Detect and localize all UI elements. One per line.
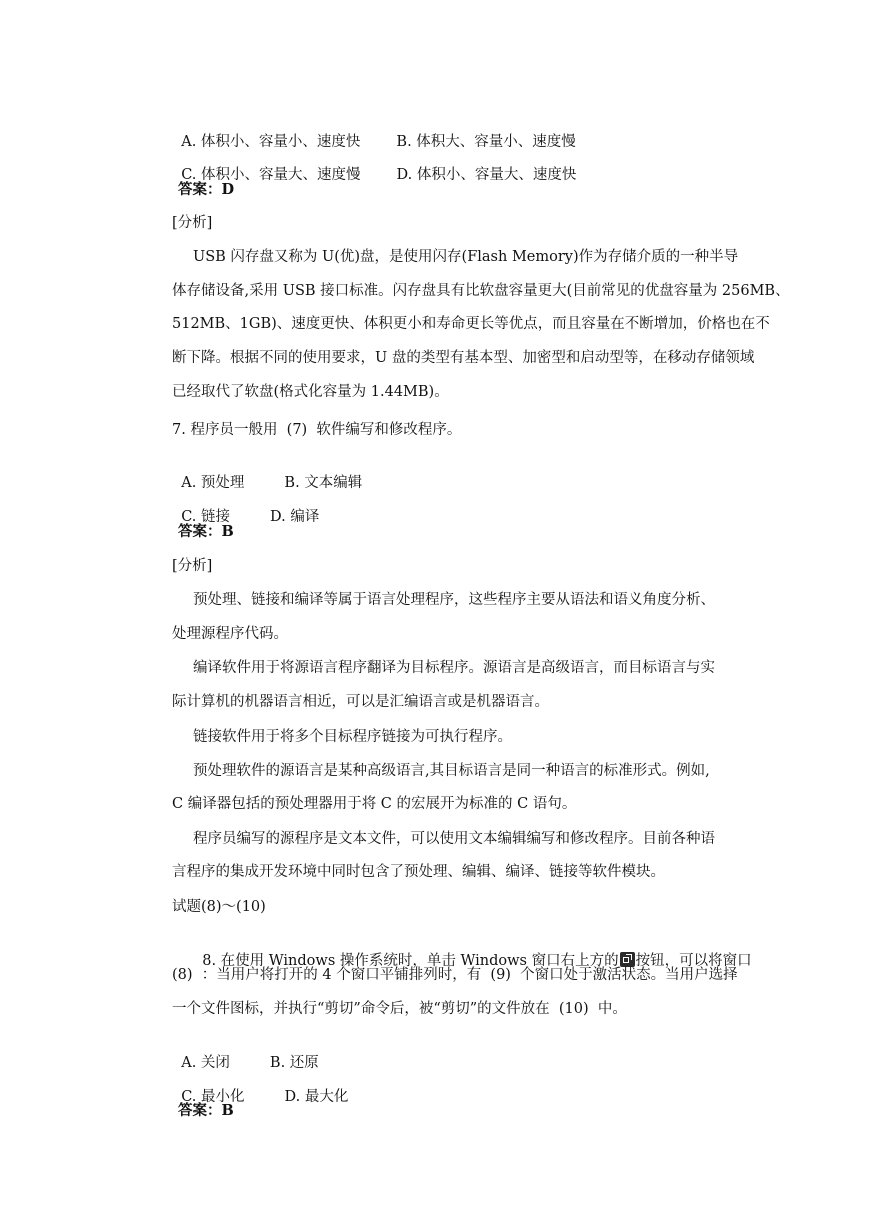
q6-option-d: D. 体积小、容量大、速度快 <box>396 167 577 183</box>
q6-analysis-line: 断下降。根据不同的使用要求，U 盘的类型有基本型、加密型和启动型等，在移动存储领域 <box>172 350 755 366</box>
q7-analysis-line: 预处理、链接和编译等属于语言处理程序，这些程序主要从语法和语义角度分析、 <box>193 592 715 608</box>
q6-analysis-label: [分析] <box>172 215 213 231</box>
q6-analysis-line: 体存储设备,采用 USB 接口标准。闪存盘具有比软盘容量更大(目前常见的优盘容量为 256MB、 <box>172 283 790 299</box>
q7-question: 7. 程序员一般用 (7) 软件编写和修改程序。 <box>172 422 462 438</box>
q8-option-b: B. 还原 <box>269 1055 319 1071</box>
q7-options-row2 <box>172 487 319 527</box>
q6-analysis-line: USB 闪存盘又称为 U(优)盘，是使用闪存(Flash Memory)作为存储介质的一种半导 <box>193 249 739 265</box>
q6-option-a: A. 体积小、容量小、速度快 <box>181 134 361 150</box>
q7-analysis-line: 际计算机的机器语言相近，可以是汇编语言或是机器语言。 <box>172 694 549 710</box>
q8-option-c: C. 最小化 <box>181 1089 245 1105</box>
q7-analysis-line: 链接软件用于将多个目标程序链接为可执行程序。 <box>193 729 512 745</box>
q7-option-b: B. 文本编辑 <box>284 475 363 491</box>
q7-answer: 答案：B <box>178 523 234 540</box>
q6-answer: 答案：D <box>178 181 235 198</box>
q6-option-c: C. 体积小、容量大、速度慢 <box>181 167 361 183</box>
q7-analysis-line: 预处理软件的源语言是某种高级语言,其目标语言是同一种语言的标准形式。例如, <box>193 763 710 779</box>
q7-analysis-line: 处理源程序代码。 <box>172 626 288 642</box>
q8-question-line: (8) ：当用户将打开的 4 个窗口平铺排列时，有 (9) 个窗口处于激活状态。当用户选择 <box>172 967 738 983</box>
q8-question-line: 一个文件图标，并执行“剪切”命令后，被“剪切”的文件放在 (10) 中。 <box>172 1001 627 1017</box>
q8-text-before-icon: 8. 在使用 Windows 操作系统时，单击 Windows 窗口右上方的 <box>202 953 619 969</box>
q7-analysis-label: [分析] <box>172 558 213 574</box>
q8-answer: 答案：B <box>178 1102 234 1119</box>
q6-option-b: B. 体积大、容量小、速度慢 <box>396 134 576 150</box>
q7-option-c: C. 链接 <box>181 509 231 525</box>
q6-analysis-line: 512MB、1GB)、速度更快、体积更小和寿命更长等优点，而且容量在不断增加，价格也在不 <box>172 316 770 332</box>
q7-analysis-line: 言程序的集成开发环境中同时包含了预处理、编辑、编译、链接等软件模块。 <box>172 864 665 880</box>
q6-analysis-line: 已经取代了软盘(格式化容量为 1.44MB)。 <box>172 384 449 400</box>
q7-option-a: A. 预处理 <box>181 475 245 491</box>
q7-option-d: D. 编译 <box>270 509 320 525</box>
q8-text-after-icon: 按钮，可以将窗口 <box>635 953 752 969</box>
q6-options-row2 <box>172 145 576 185</box>
question-group-title: 试题(8)～(10) <box>172 899 266 915</box>
q7-analysis-line: 程序员编写的源程序是文本文件，可以使用文本编辑编写和修改程序。目前各种语 <box>193 831 715 847</box>
q8-option-d: D. 最大化 <box>284 1089 349 1105</box>
q8-option-a: A. 关闭 <box>181 1055 230 1071</box>
q7-analysis-line: 编译软件用于将源语言程序翻译为目标程序。源语言是高级语言，而目标语言与实 <box>193 660 715 676</box>
q7-analysis-line: C 编译器包括的预处理器用于将 C 的宏展开为标准的 C 语句。 <box>172 796 577 812</box>
